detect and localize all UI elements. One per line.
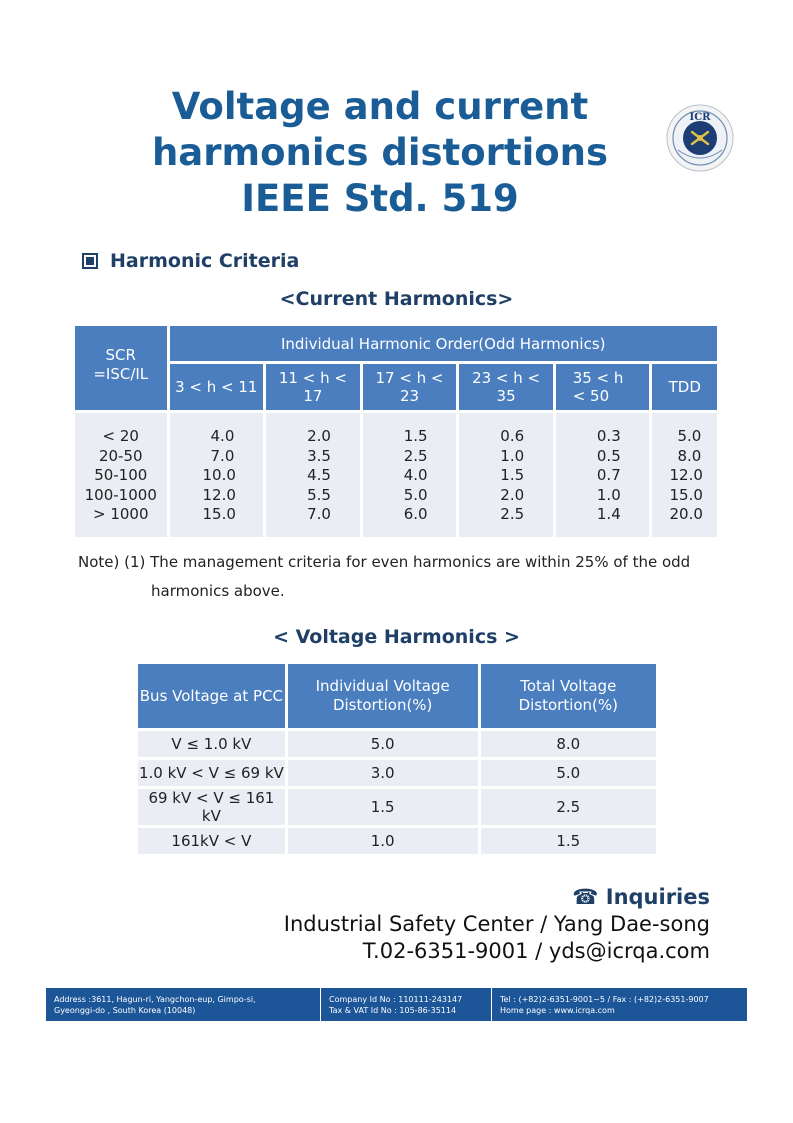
col-header-35-50: 35 < h < 50 <box>556 364 650 410</box>
table-value: 4.0 <box>403 466 428 484</box>
harmonic-order-header: Individual Harmonic Order(Odd Harmonics) <box>170 326 717 361</box>
table-value: 7.0 <box>210 446 235 465</box>
table-value: 0.5 <box>596 446 621 465</box>
table-value: 12.0 <box>669 466 703 484</box>
table-row <box>138 760 656 786</box>
scr-value: > 1000 <box>93 505 149 523</box>
table-value: 1.0 <box>500 446 525 465</box>
table-row <box>138 789 656 825</box>
table-value: 2.0 <box>500 485 525 504</box>
scr-value: 20-50 <box>98 446 143 465</box>
table-value: 1.0 <box>596 485 621 504</box>
current-harmonics-subtitle: <Current Harmonics> <box>279 288 514 310</box>
table-cell: 5.0 <box>481 760 656 786</box>
seal-text: ICR <box>689 112 711 123</box>
inquiries-contact-details: T.02-6351-9001 / yds@icrqa.com <box>362 939 710 963</box>
values-cell-23-35 <box>459 413 553 537</box>
footer-address: Address :3611, Hagun-ri, Yangchon-eup, Gimpo-si, Gyeonggi-do , South Korea (10048) <box>46 988 321 1021</box>
table-cell: 1.0 <box>288 828 478 854</box>
table-cell: 69 kV < V ≤ 161 kV <box>138 789 285 825</box>
page-title <box>100 84 660 222</box>
table-value: 1.5 <box>500 466 525 484</box>
title-line-2: harmonics distortions <box>151 131 609 174</box>
voltage-harmonics-table <box>135 661 659 857</box>
footer-company-ids: Company Id No : 110111-243147 Tax & VAT Id No : 105-86-35114 <box>321 988 492 1021</box>
table-cell: 1.0 kV < V ≤ 69 kV <box>138 760 285 786</box>
table-value: 1.5 <box>403 427 428 445</box>
table-value: 5.0 <box>677 427 702 445</box>
table-value: 10.0 <box>202 466 236 484</box>
table-value: 2.5 <box>500 505 525 523</box>
voltage-harmonics-subtitle: < Voltage Harmonics > <box>273 626 520 648</box>
table-value: 6.0 <box>403 505 428 523</box>
col-header-3-11: 3 < h < 11 <box>170 364 264 410</box>
note-line-1: Note) (1) The management criteria for even harmonics are within 25% of the odd <box>78 553 691 571</box>
inquiries-title: ☎ Inquiries <box>572 885 710 909</box>
inquiries-contact-name: Industrial Safety Center / Yang Dae-song <box>283 912 710 936</box>
table-cell: 1.5 <box>481 828 656 854</box>
table-value: 2.0 <box>307 427 331 445</box>
col-header-tdd: TDD <box>652 364 717 410</box>
note-text <box>78 548 690 606</box>
table-value: 20.0 <box>669 505 703 523</box>
table-cell: V ≤ 1.0 kV <box>138 731 285 757</box>
table-value: 3.5 <box>307 446 331 465</box>
table-value: 4.5 <box>307 466 331 484</box>
icr-seal-logo <box>666 104 734 172</box>
bus-voltage-header: Bus Voltage at PCC <box>138 664 285 728</box>
table-value: 0.7 <box>596 466 621 484</box>
scr-value: 50-100 <box>94 466 148 484</box>
col-header-17-23: 17 < h < 23 <box>363 364 457 410</box>
values-cell-35-50 <box>556 413 650 537</box>
table-value: 0.3 <box>596 427 621 445</box>
inquiries-block <box>284 885 710 963</box>
scr-values-cell <box>75 413 167 537</box>
table-value: 7.0 <box>307 505 331 523</box>
footer-contact: Tel : (+82)2-6351-9001~5 / Fax : (+82)2-6351-9007 Home page : www.icrqa.com <box>500 995 709 1015</box>
scr-header: SCR =ISC/IL <box>75 326 167 410</box>
col-header-23-35: 23 < h < 35 <box>459 364 553 410</box>
table-row <box>138 731 656 757</box>
table-cell: 8.0 <box>481 731 656 757</box>
scr-value: < 20 <box>102 427 139 445</box>
scr-value: 100-1000 <box>84 485 157 504</box>
table-value: 15.0 <box>669 485 703 504</box>
table-cell: 1.5 <box>288 789 478 825</box>
table-value: 5.5 <box>307 485 331 504</box>
table-cell: 161kV < V <box>138 828 285 854</box>
table-row <box>138 828 656 854</box>
total-distortion-header: Total Voltage Distortion(%) <box>481 664 656 728</box>
table-value: 12.0 <box>202 485 236 504</box>
values-cell-tdd <box>652 413 717 537</box>
footer-bar <box>46 988 747 1021</box>
values-cell-11-17 <box>266 413 360 537</box>
table-value: 4.0 <box>210 427 235 445</box>
table-value: 15.0 <box>202 505 236 523</box>
table-value: 2.5 <box>403 446 428 465</box>
title-line-1: Voltage and current <box>171 85 589 128</box>
table-value: 0.6 <box>500 427 525 445</box>
note-line-2: harmonics above. <box>151 582 285 600</box>
table-cell: 2.5 <box>481 789 656 825</box>
current-harmonics-table <box>72 323 720 540</box>
section-title: Harmonic Criteria <box>110 250 300 272</box>
section-heading <box>82 250 299 272</box>
col-header-11-17: 11 < h < 17 <box>266 364 360 410</box>
square-bullet-icon <box>82 253 98 269</box>
values-cell-17-23 <box>363 413 457 537</box>
table-value: 8.0 <box>677 446 702 465</box>
title-line-3: IEEE Std. 519 <box>241 177 519 220</box>
values-cell-3-11 <box>170 413 264 537</box>
table-value: 1.4 <box>596 505 621 523</box>
individual-distortion-header: Individual Voltage Distortion(%) <box>288 664 478 728</box>
table-cell: 5.0 <box>288 731 478 757</box>
table-value: 5.0 <box>403 485 428 504</box>
table-cell: 3.0 <box>288 760 478 786</box>
